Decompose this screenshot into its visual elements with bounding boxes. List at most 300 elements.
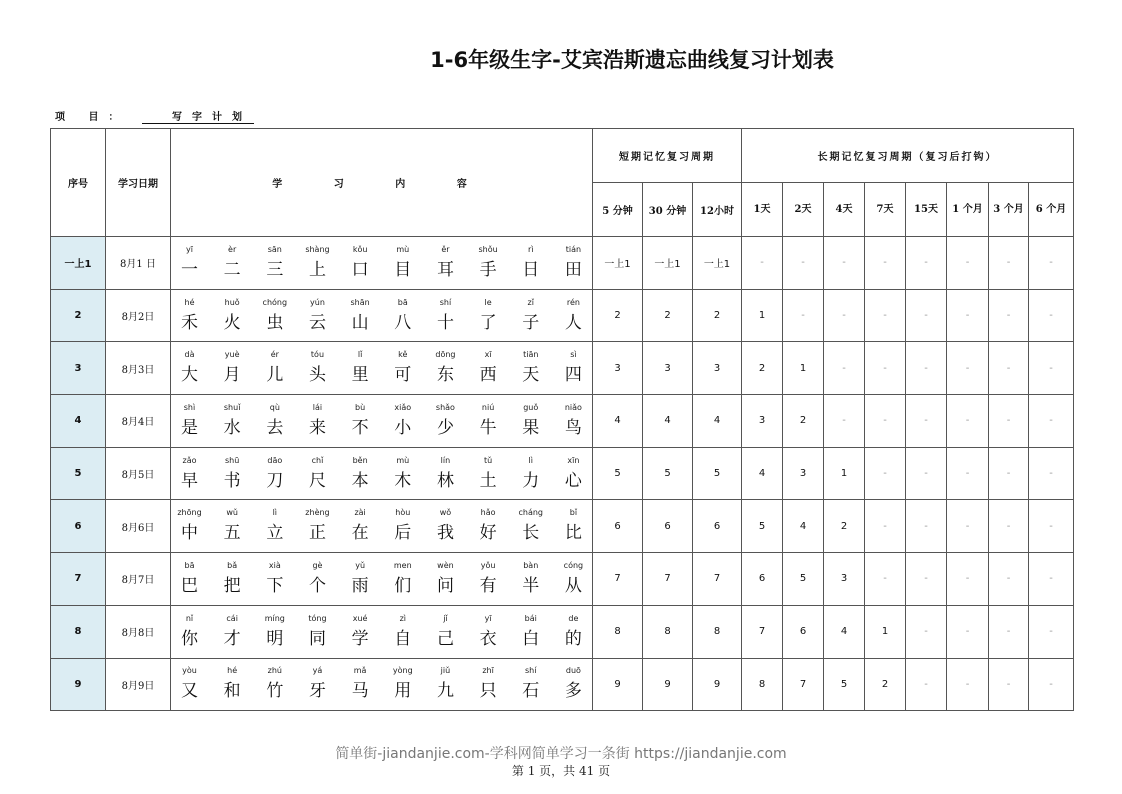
review-cell: 7	[593, 553, 643, 606]
hanzi: 九	[436, 681, 454, 702]
review-cell: -	[1029, 342, 1074, 395]
row-date: 8月8日	[106, 605, 171, 658]
pinyin: zhèng	[305, 508, 330, 518]
pinyin: kě	[398, 350, 408, 360]
character-cell	[384, 663, 421, 705]
character-cell	[470, 347, 507, 389]
character-cell	[171, 347, 208, 389]
pinyin: yǒu	[480, 560, 496, 570]
header-long-col: 1天	[742, 183, 783, 237]
review-cell: 4	[742, 447, 783, 500]
character-cell	[512, 611, 549, 653]
review-cell: -	[947, 553, 989, 606]
row-date: 8月7日	[106, 553, 171, 606]
hanzi: 二	[223, 259, 241, 280]
row-seq: 9	[51, 658, 106, 711]
pinyin: chǐ	[311, 455, 324, 465]
review-cell: 9	[643, 658, 693, 711]
review-cell: -	[906, 289, 947, 342]
pinyin: mǎ	[353, 666, 367, 676]
character-cell	[342, 453, 379, 495]
review-cell: 6	[643, 500, 693, 553]
row-content	[171, 447, 593, 500]
character-cell	[555, 611, 592, 653]
table-row	[51, 658, 1074, 711]
review-cell: -	[824, 395, 865, 448]
pinyin: mù	[396, 455, 410, 465]
hanzi: 东	[436, 365, 454, 386]
hanzi: 牙	[308, 681, 326, 702]
review-cell: 1	[865, 605, 906, 658]
character-cell	[342, 611, 379, 653]
review-cell: -	[947, 658, 989, 711]
review-cell: 3	[824, 553, 865, 606]
character-cell	[555, 242, 592, 284]
character-cell	[427, 663, 464, 705]
header-short-col: 30 分钟	[643, 183, 693, 237]
pinyin: nǐ	[185, 613, 194, 623]
character-cell	[512, 663, 549, 705]
review-cell: -	[906, 447, 947, 500]
pinyin: zǎo	[182, 455, 197, 465]
character-cell	[256, 453, 293, 495]
hanzi: 书	[223, 470, 241, 491]
pinyin: èr	[228, 244, 237, 254]
hanzi: 土	[479, 470, 497, 491]
hanzi: 耳	[436, 259, 454, 280]
character-cell	[299, 400, 336, 442]
review-cell: 7	[693, 553, 742, 606]
character-cell	[256, 242, 293, 284]
review-plan-table	[50, 128, 1074, 711]
review-cell: 4	[643, 395, 693, 448]
character-cell	[555, 347, 592, 389]
review-cell: 5	[824, 658, 865, 711]
review-cell: 8	[742, 658, 783, 711]
pinyin: yá	[312, 666, 323, 676]
pinyin: xià	[268, 560, 281, 570]
row-date: 8月1 日	[106, 237, 171, 290]
hanzi: 里	[351, 365, 369, 386]
hanzi: 刀	[266, 470, 284, 491]
character-cell	[470, 400, 507, 442]
hanzi: 比	[564, 523, 582, 544]
review-cell: -	[947, 289, 989, 342]
hanzi: 可	[394, 365, 412, 386]
review-cell: -	[742, 237, 783, 290]
pinyin: shǎo	[435, 402, 455, 412]
character-cell	[555, 663, 592, 705]
review-cell: -	[1029, 658, 1074, 711]
review-cell: 8	[593, 605, 643, 658]
hanzi: 虫	[266, 312, 284, 333]
review-cell: -	[865, 237, 906, 290]
project-value: 写字计划	[142, 108, 254, 124]
character-cell	[427, 347, 464, 389]
character-cell	[555, 558, 592, 600]
pinyin: lì	[528, 455, 533, 465]
character-cell	[470, 663, 507, 705]
review-cell: -	[947, 500, 989, 553]
review-cell: -	[865, 447, 906, 500]
header-short-col: 12小时	[693, 183, 742, 237]
character-cell	[299, 558, 336, 600]
hanzi: 个	[308, 575, 326, 596]
pinyin: yuè	[224, 350, 240, 360]
hanzi: 头	[308, 365, 326, 386]
pinyin: bǎ	[227, 560, 238, 570]
hanzi: 我	[436, 523, 454, 544]
hanzi: 果	[522, 417, 540, 438]
hanzi: 目	[394, 259, 412, 280]
header-short-col: 5 分钟	[593, 183, 643, 237]
review-cell: 3	[593, 342, 643, 395]
review-cell: 7	[783, 658, 824, 711]
character-cell	[342, 558, 379, 600]
hanzi: 口	[351, 259, 369, 280]
hanzi: 木	[394, 470, 412, 491]
pinyin: wèn	[437, 560, 454, 570]
header-date: 学习日期	[106, 129, 171, 237]
hanzi: 禾	[181, 312, 198, 333]
review-cell: -	[989, 237, 1029, 290]
hanzi: 来	[308, 417, 326, 438]
pinyin: duō	[565, 666, 581, 676]
character-cell	[512, 400, 549, 442]
review-cell: -	[824, 289, 865, 342]
hanzi: 上	[308, 259, 326, 280]
character-cell	[512, 505, 549, 547]
row-content	[171, 658, 593, 711]
hanzi: 林	[436, 470, 454, 491]
pinyin: le	[484, 297, 492, 307]
pinyin: sì	[570, 350, 577, 360]
character-cell	[555, 453, 592, 495]
hanzi: 又	[181, 681, 198, 702]
pinyin: zhōng	[177, 508, 202, 518]
pinyin: yǔ	[355, 560, 366, 570]
pinyin: bā	[184, 560, 195, 570]
pinyin: tǔ	[483, 455, 493, 465]
review-cell: 4	[693, 395, 742, 448]
review-cell: -	[1029, 237, 1074, 290]
pinyin: běn	[352, 455, 368, 465]
review-cell: 1	[783, 342, 824, 395]
review-cell: -	[947, 395, 989, 448]
hanzi: 大	[181, 365, 198, 386]
character-cell	[342, 663, 379, 705]
hanzi: 竹	[266, 681, 284, 702]
row-date: 8月2日	[106, 289, 171, 342]
character-cell	[256, 347, 293, 389]
review-cell: -	[947, 237, 989, 290]
review-cell: -	[783, 289, 824, 342]
header-long-col: 1 个月	[947, 183, 989, 237]
review-cell: -	[865, 500, 906, 553]
hanzi: 立	[266, 523, 284, 544]
hanzi: 山	[351, 312, 369, 333]
hanzi: 只	[479, 681, 497, 702]
hanzi: 白	[522, 628, 540, 649]
review-cell: -	[947, 605, 989, 658]
hanzi: 自	[394, 628, 412, 649]
review-cell: -	[906, 500, 947, 553]
review-cell: 4	[593, 395, 643, 448]
row-date: 8月3日	[106, 342, 171, 395]
review-cell: -	[1029, 553, 1074, 606]
pinyin: zhī	[482, 666, 494, 676]
character-cell	[470, 505, 507, 547]
pinyin: bù	[355, 402, 366, 412]
watermark-footer: 简单街-jiandanjie.com-学科网简单学习一条街 https://jiandanjie.com	[335, 746, 787, 762]
pinyin: hǎo	[480, 508, 496, 518]
hanzi: 一	[181, 259, 198, 280]
header-long-col: 2天	[783, 183, 824, 237]
character-cell	[214, 295, 251, 337]
hanzi: 在	[351, 523, 369, 544]
pinyin: shuǐ	[223, 402, 241, 412]
row-content	[171, 500, 593, 553]
pinyin: rì	[527, 244, 534, 254]
hanzi: 云	[308, 312, 326, 333]
character-cell	[214, 242, 251, 284]
character-cell	[342, 347, 379, 389]
review-cell: 2	[643, 289, 693, 342]
review-cell: 6	[693, 500, 742, 553]
hanzi: 中	[181, 523, 198, 544]
pinyin: dà	[184, 350, 195, 360]
character-cell	[256, 505, 293, 547]
pinyin: míng	[264, 613, 285, 623]
pinyin: xué	[352, 613, 368, 623]
hanzi: 的	[564, 628, 582, 649]
table-row	[51, 395, 1074, 448]
review-cell: -	[1029, 605, 1074, 658]
pinyin: bái	[524, 613, 537, 623]
character-cell	[470, 242, 507, 284]
hanzi: 尺	[308, 470, 326, 491]
hanzi: 正	[308, 523, 326, 544]
review-cell: -	[906, 658, 947, 711]
hanzi: 马	[351, 681, 369, 702]
pinyin: ěr	[441, 244, 450, 254]
character-cell	[512, 453, 549, 495]
hanzi: 水	[223, 417, 241, 438]
table-row	[51, 500, 1074, 553]
review-cell: 6	[783, 605, 824, 658]
pinyin: de	[568, 613, 579, 623]
hanzi: 巴	[181, 575, 198, 596]
pinyin: xīn	[567, 455, 580, 465]
hanzi: 三	[266, 259, 284, 280]
review-cell: 3	[693, 342, 742, 395]
row-seq: 2	[51, 289, 106, 342]
character-cell	[512, 558, 549, 600]
character-cell	[256, 558, 293, 600]
review-cell: 5	[643, 447, 693, 500]
pinyin: niú	[481, 402, 495, 412]
row-content	[171, 289, 593, 342]
pinyin: rén	[566, 297, 580, 307]
review-cell: 4	[783, 500, 824, 553]
pinyin: kǒu	[352, 244, 368, 254]
review-cell: 一上1	[693, 237, 742, 290]
review-cell: 9	[693, 658, 742, 711]
character-cell	[214, 453, 251, 495]
review-cell: 9	[593, 658, 643, 711]
review-cell: -	[906, 237, 947, 290]
character-cell	[342, 242, 379, 284]
row-seq: 6	[51, 500, 106, 553]
review-cell: -	[865, 553, 906, 606]
pinyin: ér	[270, 350, 279, 360]
hanzi: 多	[564, 681, 582, 702]
pinyin: gè	[312, 560, 323, 570]
review-cell: 6	[742, 553, 783, 606]
character-cell	[214, 505, 251, 547]
pinyin: niǎo	[564, 402, 582, 412]
pinyin: shàng	[305, 244, 330, 254]
hanzi: 西	[479, 365, 497, 386]
hanzi: 月	[223, 365, 241, 386]
hanzi: 用	[394, 681, 412, 702]
character-cell	[214, 663, 251, 705]
header-long-col: 6 个月	[1029, 183, 1074, 237]
pinyin: tiān	[523, 350, 539, 360]
character-cell	[555, 295, 592, 337]
hanzi: 天	[522, 365, 540, 386]
review-cell: 2	[742, 342, 783, 395]
header-short-group: 短期记忆复习周期	[593, 129, 742, 183]
review-cell: 5	[693, 447, 742, 500]
review-cell: -	[906, 342, 947, 395]
character-cell	[342, 400, 379, 442]
hanzi: 手	[479, 259, 497, 280]
hanzi: 去	[266, 417, 284, 438]
hanzi: 从	[564, 575, 582, 596]
pinyin: dōng	[435, 350, 456, 360]
review-cell: 5	[742, 500, 783, 553]
character-cell	[214, 347, 251, 389]
pinyin: xiǎo	[394, 402, 412, 412]
character-cell	[470, 558, 507, 600]
character-cell	[171, 663, 208, 705]
pinyin: sān	[267, 244, 282, 254]
row-seq: 3	[51, 342, 106, 395]
review-cell: 8	[693, 605, 742, 658]
review-cell: -	[906, 395, 947, 448]
pinyin: wǔ	[226, 508, 238, 518]
character-cell	[214, 558, 251, 600]
pinyin: chóng	[262, 297, 288, 307]
pinyin: tián	[565, 244, 582, 254]
character-cell	[384, 611, 421, 653]
table-row	[51, 342, 1074, 395]
character-cell	[384, 400, 421, 442]
review-cell: 一上1	[643, 237, 693, 290]
pinyin: jiǔ	[440, 666, 451, 676]
hanzi: 早	[181, 470, 198, 491]
pinyin: bàn	[523, 560, 539, 570]
pinyin: lǐ	[357, 350, 363, 360]
review-cell: 7	[742, 605, 783, 658]
character-cell	[171, 242, 208, 284]
pinyin: cái	[226, 613, 238, 623]
review-cell: -	[783, 237, 824, 290]
review-cell: -	[865, 289, 906, 342]
header-long-col: 3 个月	[989, 183, 1029, 237]
project-label: 项 目：	[55, 112, 129, 123]
review-cell: 2	[693, 289, 742, 342]
character-cell	[171, 611, 208, 653]
hanzi: 长	[522, 523, 540, 544]
character-cell	[512, 347, 549, 389]
pinyin: zì	[399, 613, 406, 623]
pinyin: lái	[312, 402, 323, 412]
hanzi: 你	[181, 628, 198, 649]
review-cell: -	[865, 342, 906, 395]
review-cell: -	[989, 447, 1029, 500]
review-cell: 3	[783, 447, 824, 500]
pinyin: xī	[484, 350, 492, 360]
hanzi: 牛	[479, 417, 497, 438]
hanzi: 少	[436, 417, 454, 438]
pinyin: dāo	[267, 455, 283, 465]
hanzi: 十	[436, 312, 454, 333]
pinyin: mù	[396, 244, 410, 254]
character-cell	[384, 347, 421, 389]
page-number: 第 1 页，共 41 页	[511, 764, 611, 778]
review-cell: 2	[783, 395, 824, 448]
header-long-col: 15天	[906, 183, 947, 237]
review-cell: -	[989, 605, 1029, 658]
pinyin: yī	[484, 613, 492, 623]
review-cell: -	[1029, 500, 1074, 553]
character-cell	[512, 295, 549, 337]
hanzi: 力	[522, 470, 540, 491]
hanzi: 鸟	[564, 417, 582, 438]
character-cell	[256, 663, 293, 705]
header-long-col: 7天	[865, 183, 906, 237]
character-cell	[427, 400, 464, 442]
hanzi: 同	[308, 628, 326, 649]
character-cell	[256, 611, 293, 653]
review-cell: -	[947, 447, 989, 500]
review-cell: -	[824, 237, 865, 290]
row-seq: 8	[51, 605, 106, 658]
hanzi: 问	[436, 575, 454, 596]
review-cell: -	[1029, 395, 1074, 448]
character-cell	[299, 663, 336, 705]
review-cell: 1	[742, 289, 783, 342]
hanzi: 雨	[351, 575, 369, 596]
pinyin: shū	[225, 455, 240, 465]
character-cell	[512, 242, 549, 284]
header-seq: 序号	[51, 129, 106, 237]
character-cell	[171, 295, 208, 337]
character-cell	[427, 453, 464, 495]
pinyin: hòu	[395, 508, 411, 518]
row-content	[171, 605, 593, 658]
review-cell: 3	[643, 342, 693, 395]
pinyin: yòng	[392, 666, 413, 676]
review-cell: -	[1029, 289, 1074, 342]
pinyin: cóng	[563, 560, 584, 570]
pinyin: shì	[183, 402, 196, 412]
pinyin: shān	[350, 297, 370, 307]
character-cell	[299, 505, 336, 547]
character-cell	[427, 558, 464, 600]
